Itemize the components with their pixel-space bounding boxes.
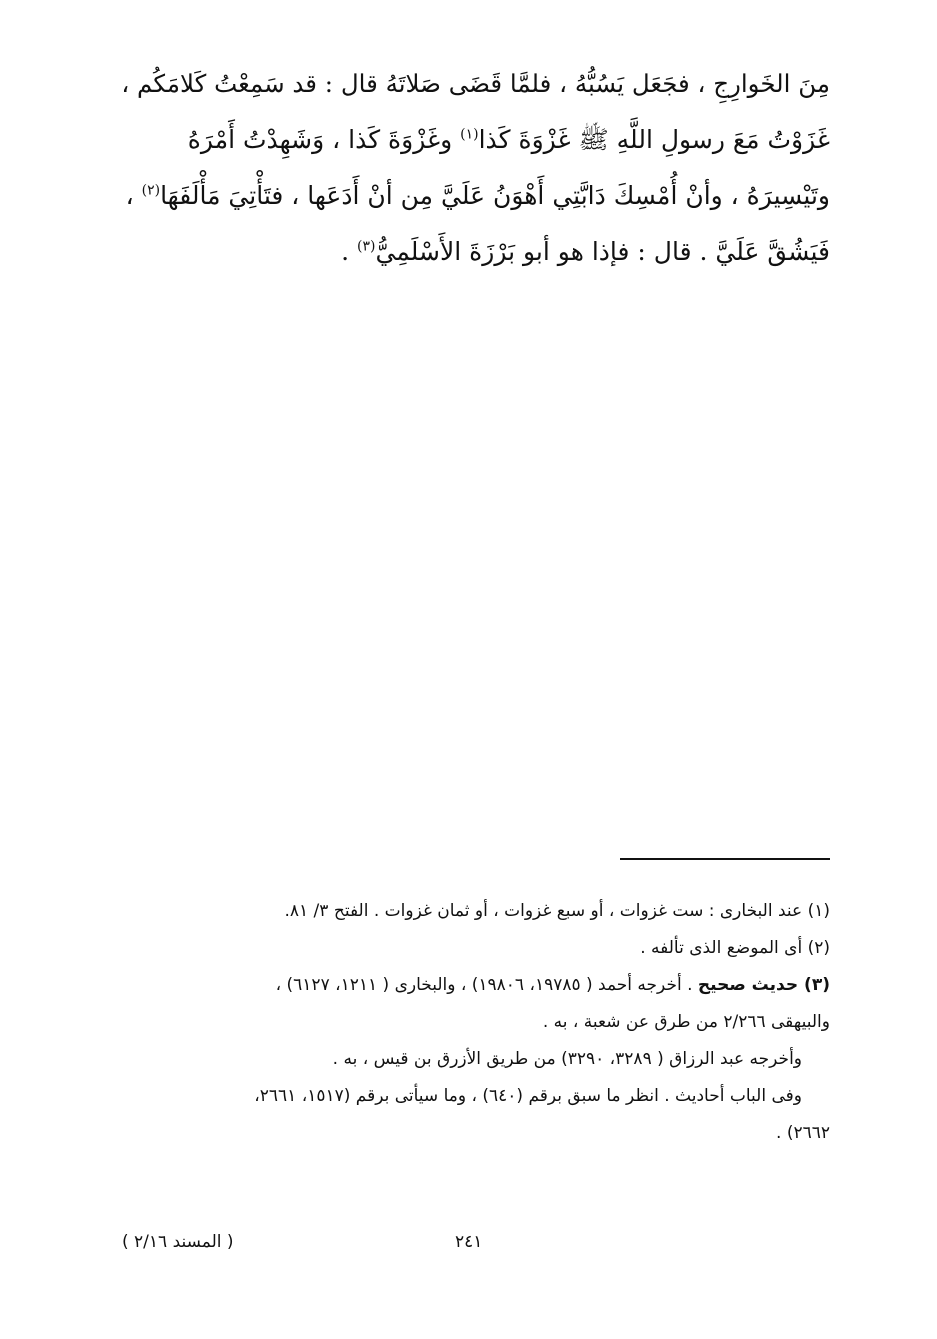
footnote-3-line-3: وأخرجه عبد الرزاق ( ٣٢٨٩، ٣٢٩٠) من طريق الأزرق بن قيس ، به . [332, 1049, 802, 1069]
footnote-2: (٢) أى الموضع الذى تألفه . [640, 938, 830, 958]
body-line-2-part-b: وغَزْوَةَ كَذا ، وَشَهِدْتُ أَمْرَهُ [187, 125, 461, 154]
body-line-4 [110, 224, 830, 280]
body-line-3-part-b: ، [125, 181, 142, 210]
body-line-1: مِنَ الخَوارِجِ ، فجَعَل يَسُبُّهُ ، فلمَّا قَضَى صَلاتَهُ قال : قد سَمِعْتُ كَلامَكُم ، [121, 69, 830, 98]
source-reference: ( المسند ٢/١٦ ) [122, 1232, 234, 1252]
footnote-3-text: . أخرجه أحمد ( ١٩٧٨٥، ١٩٨٠٦) ، والبخارى ( ١٢١١، ٦١٢٧) ، [275, 975, 698, 995]
body-line-4-part-a: فَيَشُقَّ عَلَيَّ . قال : فإذا هو أبو بَرْزَةَ الأَسْلَمِيُّ [375, 237, 830, 266]
page-footer [0, 1232, 937, 1262]
footnote-3-line-4: وفى الباب أحاديث . انظر ما سبق برقم (٦٤٠) ، وما سيأتى برقم (١٥١٧، ٢٦٦١، [254, 1086, 802, 1106]
body-line-2-part-a: غَزَوْتُ مَعَ رسولِ اللَّهِ ﷺ غَزْوَةَ كَذا [478, 125, 830, 154]
footnote-ref-1: (١) [460, 126, 479, 143]
page-number: ٢٤١ [455, 1232, 483, 1252]
footnote-3-line-5: ٢٦٦٢) . [776, 1123, 830, 1143]
footnote-1: (١) عند البخارى : ست غزوات ، أو سبع غزوات ، أو ثمان غزوات . الفتح ٣/ ٨١. [284, 901, 830, 921]
body-line-2 [110, 112, 830, 168]
hadith-body-text [110, 56, 830, 280]
footnote-3-label: (٣) حديث صحيح [697, 975, 830, 995]
body-line-3 [110, 168, 830, 224]
body-line-4-part-b: . [341, 237, 358, 266]
footnote-ref-2: (٢) [141, 182, 161, 199]
footnote-ref-3: (٣) [357, 238, 376, 255]
body-line-3-part-a: وتَيْسِيرَهُ ، وأنْ أُمْسِكَ دَابَّتِي أَهْوَنُ عَلَيَّ مِن أنْ أَدَعَها ، فتَأْتِيَ مَأْلَفَهَا [160, 181, 830, 210]
footnote-separator [620, 858, 830, 860]
footnote-3-line-2: والبيهقى ٢/٢٦٦ من طرق عن شعبة ، به . [542, 1012, 830, 1032]
footnotes-section [120, 893, 830, 1152]
footnote-3 [120, 967, 830, 1004]
